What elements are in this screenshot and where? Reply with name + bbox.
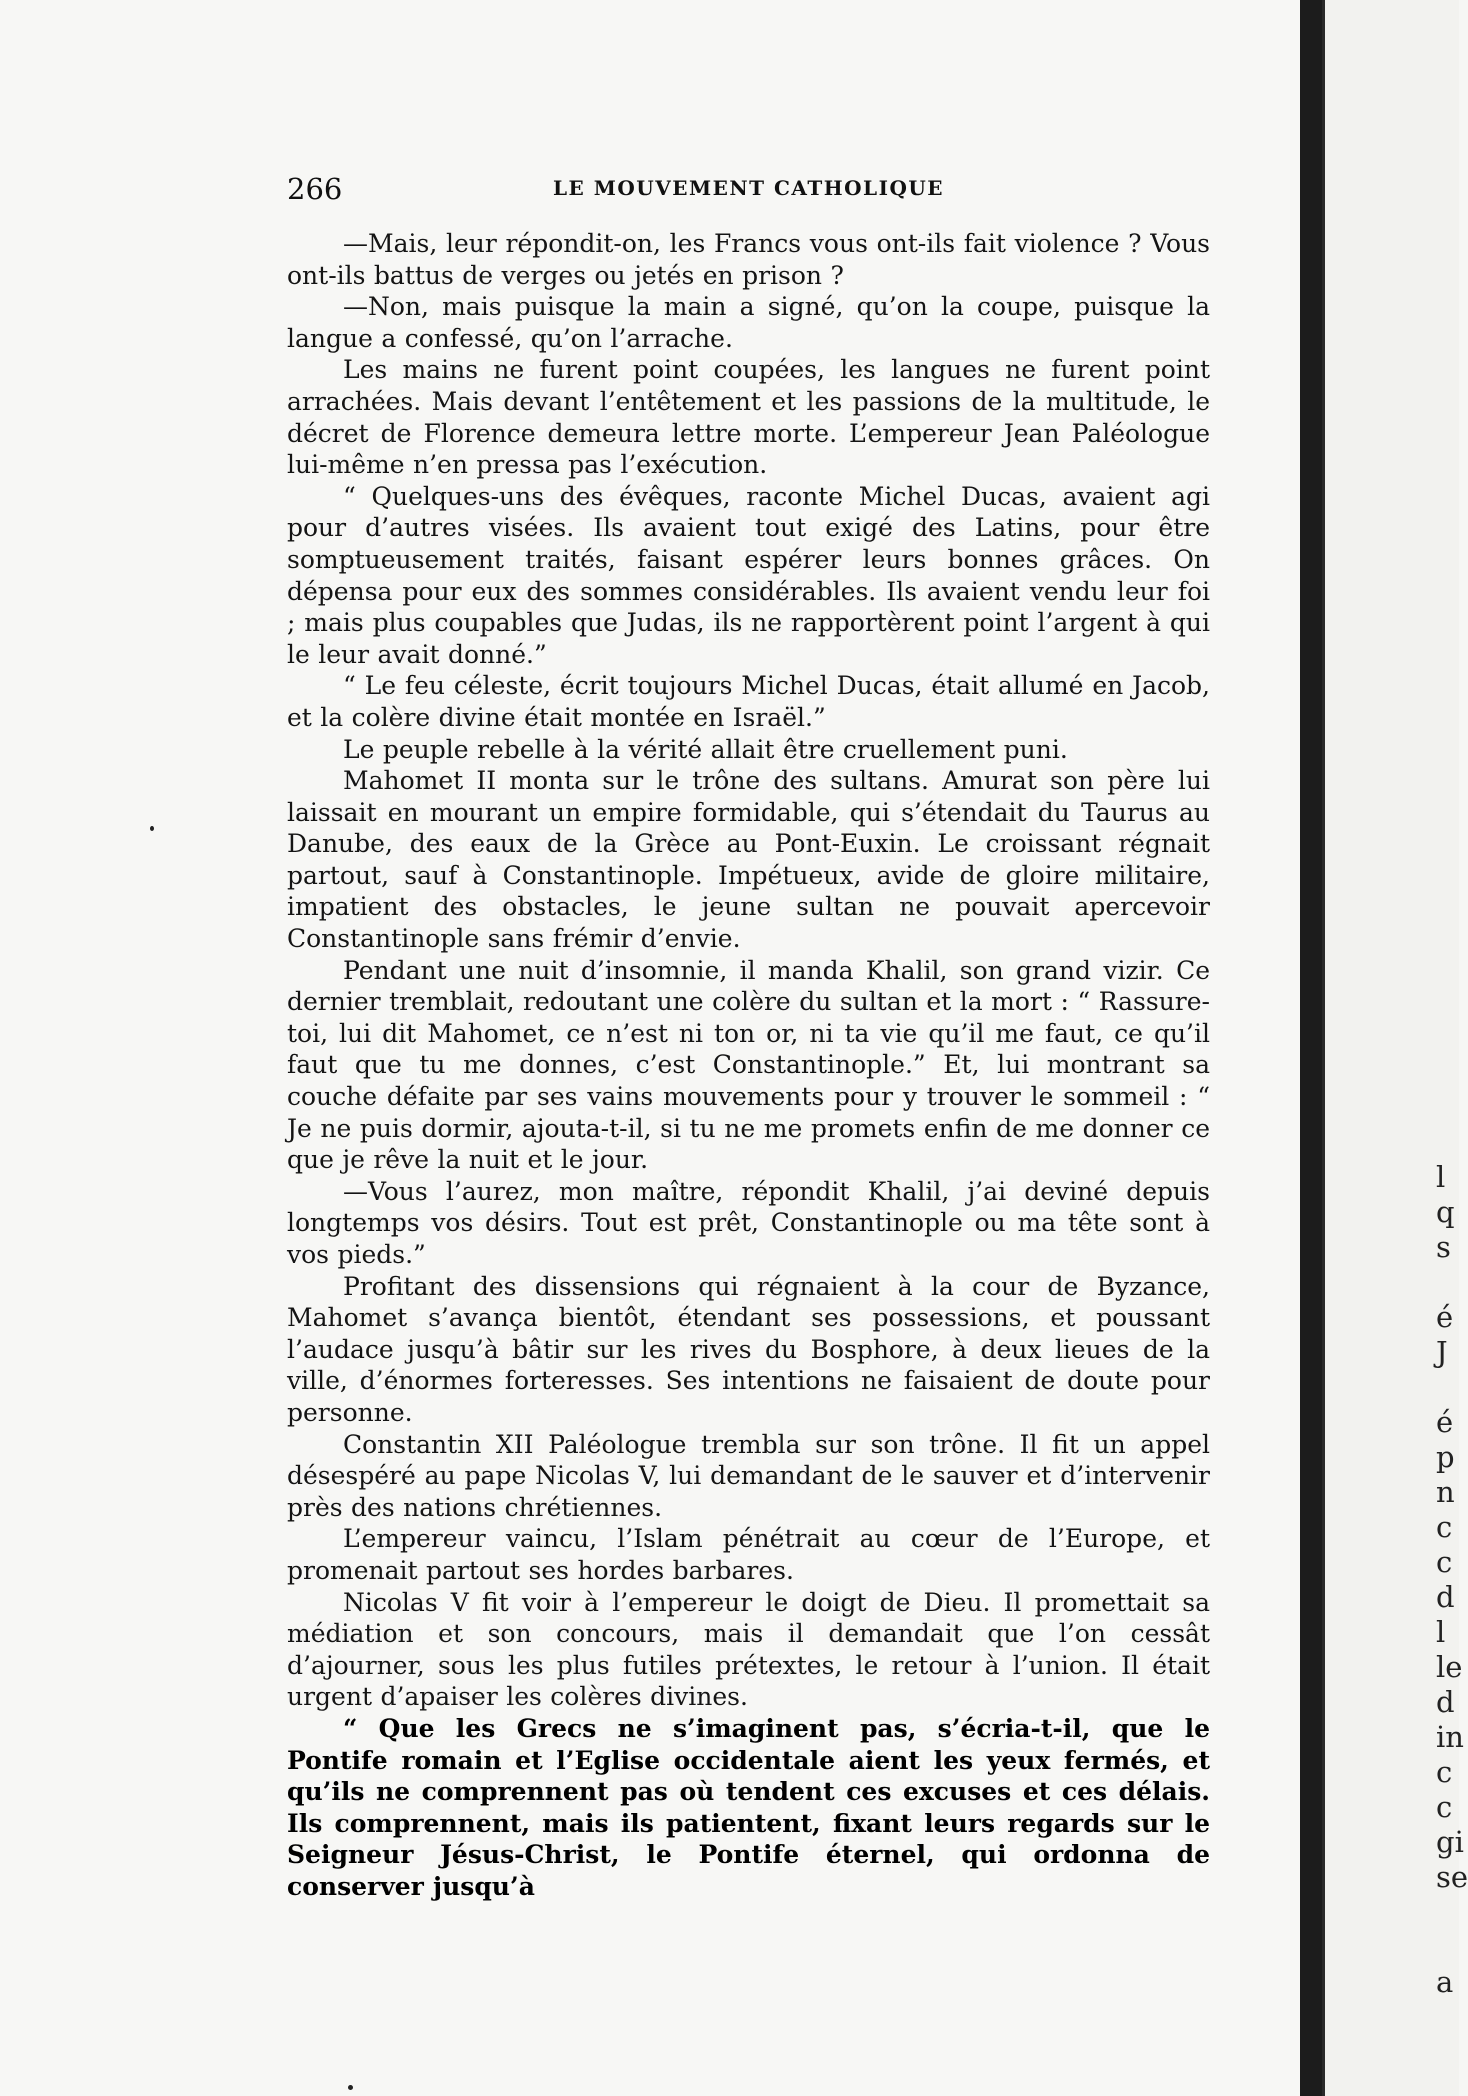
paragraph-bold-quote: “ Que les Grecs ne s’imaginent pas, s’écria-t-il, que le Pontife romain et l’Eglise occidentale aient les yeux fermés, et qu’ils ne comprennent pas où tendent ces excuses et ces délais. Ils comprennent, mais ils patientent, fixant leurs regards sur le Seigneur Jésus-Christ, le Pontife éternel, qui ordonna de conserver jusqu’à [287,1713,1210,1901]
paragraph: Nicolas V fit voir à l’empereur le doigt de Dieu. Il promettait sa médiation et son concours, mais il demandait que l’on cessât d’ajourner, sous les plus futiles prétextes, le retour à l’union. Il était urgent d’apaiser les colères divines. [287,1587,1210,1712]
paragraph: Mahomet II monta sur le trône des sultans. Amurat son père lui laissait en mourant un empire formidable, qui s’étendait du Taurus au Danube, des eaux de la Grèce au Pont-Euxin. Le croissant régnait partout, sauf à Constantinople. Impétueux, avide de gloire militaire, impatient des obstacles, le jeune sultan ne pouvait apercevoir Constantinople sans frémir d’envie. [287,766,1210,954]
running-head: LE MOUVEMENT CATHOLIQUE [552,176,945,200]
page-header [287,172,1210,212]
paragraph: Profitant des dissensions qui régnaient à la cour de Byzance, Mahomet s’avança bientôt, étendant ses possessions, et poussant l’audace jusqu’à bâtir sur les rives du Bosphore, à deux lieues de la ville, d’énormes forteresses. Ses intentions ne faisaient de doute pour personne. [287,1271,1210,1427]
paragraph: —Mais, leur répondit-on, les Francs vous ont-ils fait violence ? Vous ont-ils battus de verges ou jetés en prison ? [287,229,1210,290]
paragraph: —Non, mais puisque la main a signé, qu’on la coupe, puisque la langue a confessé, qu’on l’arrache. [287,292,1210,353]
ink-speck [348,2085,353,2090]
paragraph: Les mains ne furent point coupées, les langues ne furent point arrachées. Mais devant l’entêtement et les passions de la multitude, le décret de Florence demeura lettre morte. L’empereur Jean Paléologue lui-même n’en pressa pas l’exécution. [287,355,1210,480]
paragraph: “ Quelques-uns des évêques, raconte Michel Ducas, avaient agi pour d’autres visées. Ils avaient tout exigé des Latins, pour être somptueusement traités, faisant espérer leurs bonnes grâces. On dépensa pour eux des sommes considérables. Ils avaient vendu leur foi ; mais plus coupables que Judas, ils ne rapportèrent point l’argent à qui le leur avait donné.” [287,481,1210,669]
body-text [287,228,1210,1902]
page-gutter [1300,0,1322,2096]
paragraph: Pendant une nuit d’insomnie, il manda Khalil, son grand vizir. Ce dernier tremblait, redoutant une colère du sultan et la mort : “ Rassure-toi, lui dit Mahomet, ce n’est ni ton or, ni ta vie qu’il me faut, ce qu’il faut que tu me donnes, c’est Constantinople.” Et, lui montrant sa couche défaite par ses vains mouvements pour y trouver le sommeil : “ Je ne puis dormir, ajouta-t-il, si tu ne me promets enfin de me donner ce que je rêve la nuit et le jour. [287,955,1210,1175]
paragraph: Constantin XII Paléologue trembla sur son trône. Il fit un appel désespéré au pape Nicolas V, lui demandant de le sauver et d’intervenir près des nations chrétiennes. [287,1429,1210,1522]
paragraph: —Vous l’aurez, mon maître, répondit Khalil, j’ai deviné depuis longtemps vos désirs. Tout est prêt, Constantinople ou ma tête sont à vos pieds.” [287,1176,1210,1269]
paragraph: “ Le feu céleste, écrit toujours Michel Ducas, était allumé en Jacob, et la colère divine était montée en Israël.” [287,671,1210,732]
ink-speck [150,826,154,831]
paragraph: Le peuple rebelle à la vérité allait être cruellement puni. [343,734,1068,764]
paragraph: L’empereur vaincu, l’Islam pénétrait au cœur de l’Europe, et promenait partout ses hordes barbares. [287,1524,1210,1585]
page-number: 266 [287,172,343,206]
adjacent-page-letters: l q s é J é p n c c d l le d in c c gi se a [1436,1160,1468,1999]
